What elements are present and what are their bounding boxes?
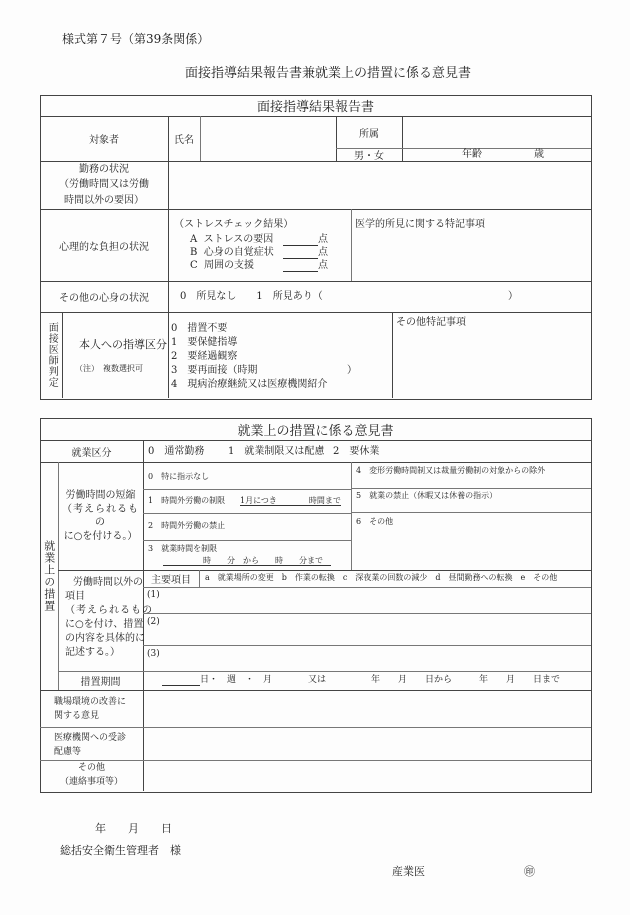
detail-row-3[interactable]: (3) bbox=[147, 649, 160, 659]
psych-burden-label: 心理的な負担の状況 bbox=[59, 241, 149, 253]
other-label bbox=[40, 760, 143, 791]
non-hours-label-line: （考えられるもの bbox=[65, 605, 153, 616]
work-hours-limit-text: 時 分 から 時 分まで bbox=[163, 557, 331, 566]
hours-option-5[interactable]: 5 就業の禁止（休暇又は休養の指示） bbox=[356, 491, 498, 500]
score-unit: 点 bbox=[318, 260, 328, 271]
report-title: 面接指導結果報告書 bbox=[256, 100, 374, 115]
work-status-field[interactable] bbox=[168, 161, 590, 209]
stress-item-key: C bbox=[190, 260, 198, 271]
divider bbox=[351, 209, 352, 281]
hours-reduction-label bbox=[58, 462, 143, 570]
guidance-option-2[interactable]: 2 要経過観察 bbox=[171, 351, 238, 362]
form-number: 様式第７号（第39条関係） bbox=[62, 32, 210, 46]
stress-item-label: 心身の自覚症状 bbox=[203, 247, 274, 258]
workplace-field[interactable] bbox=[143, 690, 591, 727]
period-label: 措置期間 bbox=[80, 677, 121, 688]
medical-referral-label bbox=[54, 731, 126, 760]
medical-referral-label-line: 配慮等 bbox=[54, 747, 82, 758]
divider bbox=[143, 645, 591, 646]
stress-item-a bbox=[190, 235, 273, 245]
work-status-label-line: 時間以外の要因） bbox=[64, 194, 144, 206]
hours-reduction-label-line: 労働時間の短縮 bbox=[65, 490, 136, 501]
work-status-label bbox=[40, 161, 168, 209]
stress-item-label: ストレスの要因 bbox=[203, 234, 274, 245]
non-hours-label-line: 労働時間以外の bbox=[73, 577, 143, 588]
work-category-option-2[interactable]: 2 要休業 bbox=[333, 446, 380, 457]
other-condition-options[interactable]: 0 所見なし 1 所見あり（ bbox=[180, 291, 323, 302]
divider bbox=[143, 613, 591, 614]
seal-icon: ㊞ bbox=[524, 865, 535, 878]
overtime-limit-field[interactable] bbox=[240, 497, 341, 506]
non-hours-label-line: 項目 bbox=[65, 591, 85, 602]
doctor-judgment-label: 面接医師判定 bbox=[46, 322, 58, 388]
age-label: 年齢 bbox=[462, 149, 482, 160]
score-unit: 点 bbox=[318, 247, 328, 258]
hours-reduction-label-line: （考えられるもの bbox=[62, 503, 139, 528]
addressee: 総括安全衛生管理者 様 bbox=[60, 844, 181, 857]
guidance-option-1[interactable]: 1 要保健指導 bbox=[171, 337, 238, 348]
divider bbox=[143, 587, 591, 588]
divider bbox=[392, 312, 393, 398]
main-items-label: 主要項目 bbox=[151, 575, 191, 586]
period-field[interactable] bbox=[162, 676, 560, 686]
stress-check-heading: （ストレスチェック結果） bbox=[174, 219, 294, 230]
workplace-label-line: 職場環境の改善に bbox=[54, 697, 127, 707]
score-unit: 点 bbox=[318, 234, 328, 245]
guidance-label: 本人への指導区分 bbox=[79, 338, 167, 351]
other-notes-label: その他特記事項 bbox=[396, 317, 466, 328]
affiliation-field[interactable] bbox=[402, 116, 590, 148]
sex-selector[interactable]: 男・女 bbox=[354, 151, 384, 162]
divider bbox=[143, 489, 351, 490]
stress-item-b bbox=[190, 248, 274, 258]
stress-score-a[interactable] bbox=[283, 235, 328, 246]
age-unit: 歳 bbox=[534, 149, 544, 160]
hours-option-6[interactable]: 6 その他 bbox=[356, 517, 394, 526]
divider bbox=[143, 513, 351, 514]
stress-item-key: A bbox=[190, 234, 198, 245]
work-status-label-line: 勤務の状況 bbox=[79, 163, 129, 175]
stress-item-key: B bbox=[190, 247, 198, 258]
divider bbox=[143, 540, 351, 541]
work-hours-limit-field[interactable] bbox=[163, 557, 331, 566]
opinion-title: 就業上の措置に係る意見書 bbox=[237, 423, 394, 439]
divider bbox=[58, 570, 591, 571]
work-category-option-0[interactable]: 0 通常勤務 bbox=[148, 446, 205, 457]
work-status-label-line: （労働時間又は労働 bbox=[59, 179, 149, 191]
guidance-option-3[interactable]: 3 要再面接（時期 bbox=[171, 365, 258, 376]
work-category-option-1[interactable]: 1 就業制限又は配慮 bbox=[228, 446, 325, 457]
subject-label: 対象者 bbox=[89, 135, 119, 146]
work-category-label: 就業区分 bbox=[71, 447, 112, 459]
hours-option-2[interactable]: 2 時間外労働の禁止 bbox=[148, 521, 226, 530]
hours-option-1[interactable]: 1 時間外労働の制限 bbox=[148, 496, 226, 505]
divider bbox=[199, 570, 200, 587]
medical-referral-field[interactable] bbox=[143, 727, 591, 760]
non-hours-label-line: 記述する。） bbox=[65, 647, 120, 658]
stress-score-c[interactable] bbox=[283, 261, 328, 272]
stress-score-b[interactable] bbox=[283, 248, 328, 259]
divider bbox=[62, 312, 63, 398]
period-text: 日・ 週 ・ 月 又は 年 月 日から 年 月 日まで bbox=[200, 675, 561, 685]
divider bbox=[351, 462, 352, 570]
other-label-line: その他 bbox=[77, 763, 105, 773]
other-label-line: （連絡事項等） bbox=[59, 776, 123, 787]
stress-item-c bbox=[190, 261, 254, 271]
divider bbox=[40, 312, 591, 313]
guidance-option-4[interactable]: 4 現病治療継続又は医療機関紹介 bbox=[171, 379, 328, 390]
overtime-limit-text: 1月につき 時間まで bbox=[240, 496, 341, 505]
workplace-label-line: 関する意見 bbox=[54, 711, 100, 722]
document-title: 面接指導結果報告書兼就業上の措置に係る意見書 bbox=[185, 66, 472, 81]
medical-findings-label: 医学的所見に関する特記事項 bbox=[355, 219, 485, 230]
affiliation-label: 所属 bbox=[359, 128, 379, 140]
hours-option-0[interactable]: 0 特に指示なし bbox=[148, 472, 210, 481]
workplace-label bbox=[54, 695, 126, 724]
stress-item-label: 周囲の支援 bbox=[204, 260, 255, 271]
main-items-options[interactable]: a 就業場所の変更 b 作業の転換 c 深夜業の回数の減少 d 昼間勤務への転換 e その他 bbox=[205, 573, 558, 582]
hours-reduction-label-line: に○を付ける。） bbox=[63, 530, 138, 542]
divider bbox=[351, 512, 591, 513]
detail-row-1[interactable]: (1) bbox=[147, 590, 160, 600]
other-condition-label: その他の心身の状況 bbox=[59, 293, 149, 304]
physician-label: 産業医 bbox=[392, 865, 425, 878]
measures-vertical-label: 就業上の措置 bbox=[42, 540, 56, 612]
guidance-option-0[interactable]: 0 措置不要 bbox=[171, 323, 228, 334]
non-hours-label bbox=[65, 576, 153, 660]
guidance-option-3-close: ） bbox=[347, 365, 357, 376]
non-hours-label-line: に○を付け、措置 bbox=[65, 619, 144, 630]
name-label: 氏名 bbox=[174, 135, 194, 146]
other-condition-close: ） bbox=[508, 291, 518, 302]
hours-option-4[interactable]: 4 変形労働時間制又は裁量労働制の対象からの除外 bbox=[356, 466, 546, 475]
hours-option-3[interactable]: 3 就業時間を制限 bbox=[148, 544, 218, 553]
other-field[interactable] bbox=[143, 760, 591, 791]
divider bbox=[351, 488, 591, 489]
detail-row-2[interactable]: (2) bbox=[147, 617, 160, 627]
date-field[interactable]: 年 月 日 bbox=[95, 822, 172, 835]
guidance-note: （注） 複数選択可 bbox=[75, 364, 143, 373]
name-field[interactable] bbox=[200, 116, 336, 161]
non-hours-label-line: の内容を具体的に bbox=[65, 633, 145, 644]
medical-referral-label-line: 医療機関への受診 bbox=[54, 733, 127, 743]
